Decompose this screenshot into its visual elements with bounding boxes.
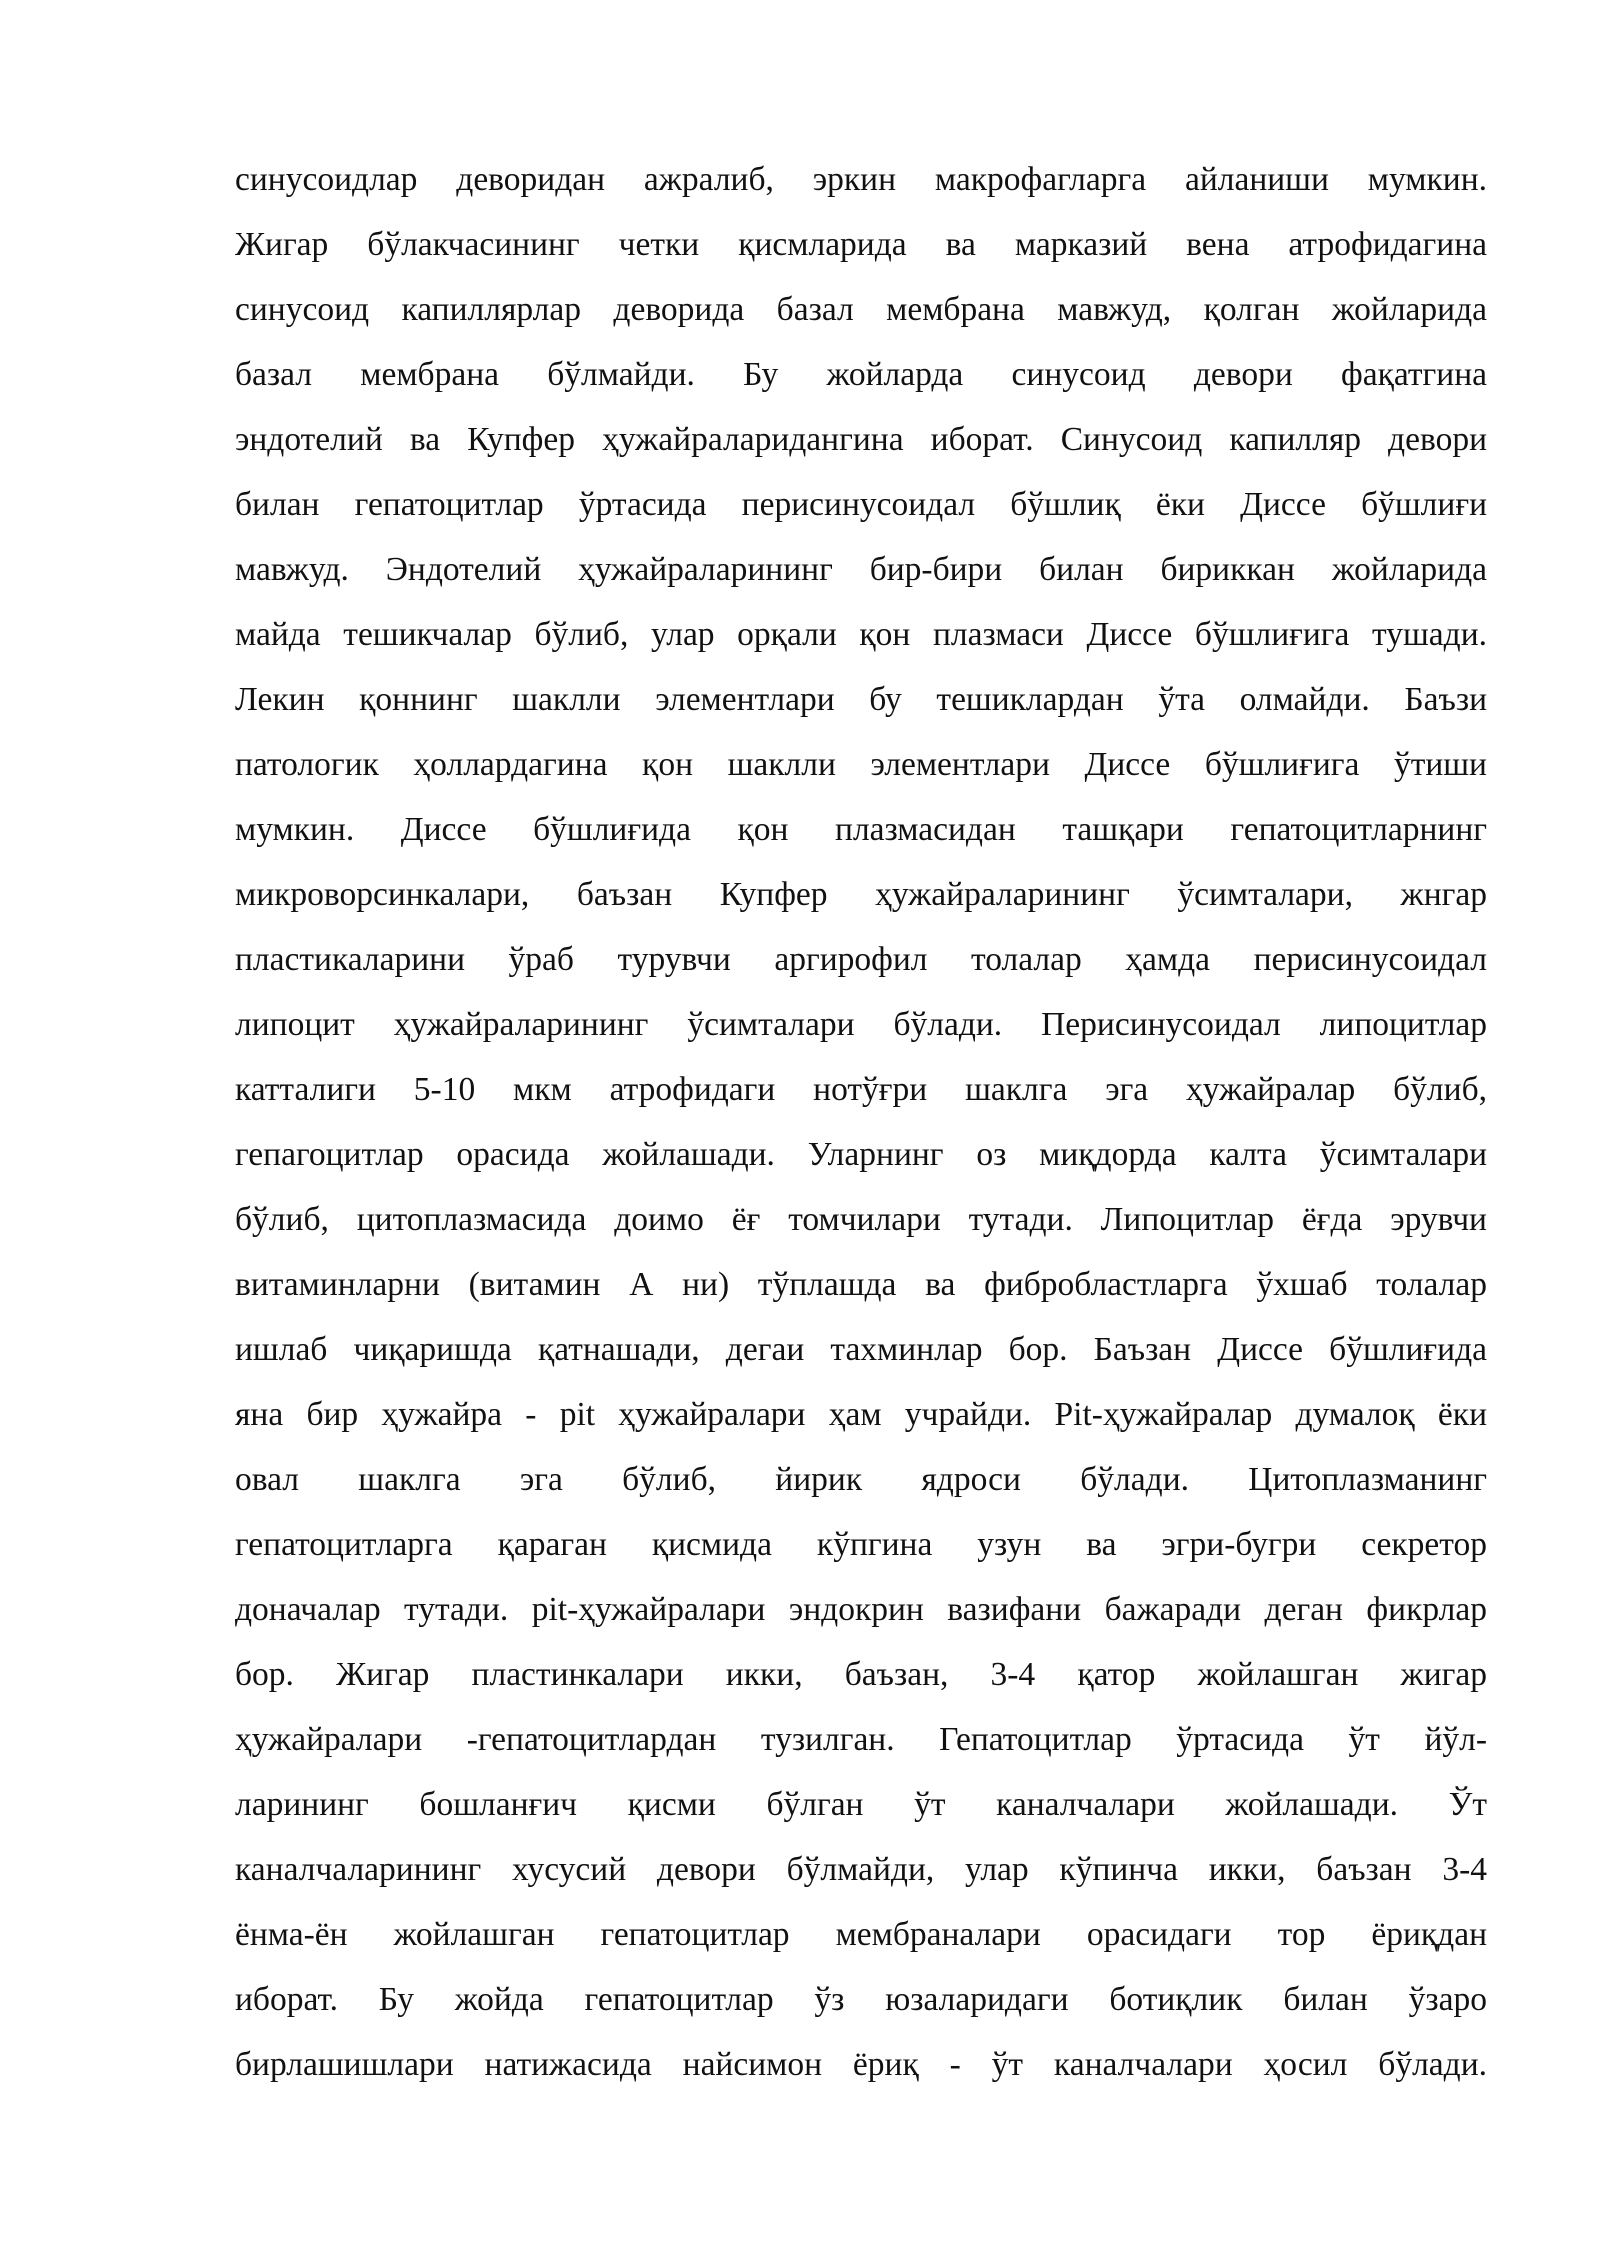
- text-line: ларининг бошланғич қисми бўлган ўт каналчалари жойлашади. Ўт: [235, 1786, 1487, 1823]
- body-paragraph: [235, 147, 1487, 2097]
- text-line: катталиги 5-10 мкм атрофидаги нотўғри шаклга эга ҳужайралар бўлиб,: [235, 1071, 1487, 1108]
- text-line: микроворсинкалари, баъзан Купфер ҳужайраларининг ўсимталари, жнгар: [235, 876, 1487, 913]
- text-line: яна бир ҳужайра - pit ҳужайралари ҳам учрайди. Pit-ҳужайралар думалоқ ёки: [235, 1396, 1487, 1433]
- text-line: доначалар тутади. pit-ҳужайралари эндокрин вазифани бажаради деган фикрлар: [235, 1591, 1487, 1628]
- text-line: каналчаларининг хусусий девори бўлмайди, улар кўпинча икки, баъзан 3-4: [235, 1851, 1487, 1888]
- text-line: гепатоцитларга қараган қисмида кўпгина узун ва эгри-бугри секретор: [235, 1526, 1487, 1563]
- text-line: мавжуд. Эндотелий ҳужайраларининг бир-бири билан бириккан жойларида: [235, 551, 1487, 588]
- text-line: базал мембрана бўлмайди. Бу жойларда синусоид девори фақатгина: [235, 356, 1487, 393]
- text-line: ҳужайралари -гепатоцитлардан тузилган. Гепатоцитлар ўртасида ўт йўл-: [235, 1721, 1487, 1758]
- text-line: Жигар бўлакчасининг четки қисмларида ва марказий вена атрофидагина: [235, 226, 1487, 263]
- text-line: мумкин. Диссе бўшлиғида қон плазмасидан ташқари гепатоцитларнинг: [235, 811, 1487, 848]
- text-line: ишлаб чиқаришда қатнашади, дегаи тахминлар бор. Баъзан Диссе бўшлиғида: [235, 1331, 1487, 1368]
- text-line: иборат. Бу жойда гепатоцитлар ўз юзаларидаги ботиқлик билан ўзаро: [235, 1981, 1487, 2018]
- text-line: гепагоцитлар орасида жойлашади. Уларнинг оз миқдорда калта ўсимталари: [235, 1136, 1487, 1173]
- text-line: билан гепатоцитлар ўртасида перисинусоидал бўшлиқ ёки Диссе бўшлиғи: [235, 486, 1487, 523]
- text-line: синусоидлар деворидан ажралиб, эркин макрофагларга айланиши мумкин.: [235, 161, 1487, 198]
- text-line: синусоид капиллярлар деворида базал мембрана мавжуд, қолган жойларида: [235, 291, 1487, 328]
- text-line: бўлиб, цитоплазмасида доимо ёғ томчилари тутади. Липоцитлар ёғда эрувчи: [235, 1201, 1487, 1238]
- text-line: бирлашишлари натижасида найсимон ёриқ - ўт каналчалари ҳосил бўлади.: [235, 2046, 1487, 2083]
- text-line: пластикаларини ўраб турувчи аргирофил толалар ҳамда перисинусоидал: [235, 941, 1487, 978]
- text-line: Лекин қоннинг шаклли элементлари бу тешиклардан ўта олмайди. Баъзи: [235, 681, 1487, 718]
- text-line: липоцит ҳужайраларининг ўсимталари бўлади. Перисинусоидал липоцитлар: [235, 1006, 1487, 1043]
- text-line: витаминларни (витамин А ни) тўплашда ва фибробластларга ўхшаб толалар: [235, 1266, 1487, 1303]
- text-line: овал шаклга эга бўлиб, йирик ядроси бўлади. Цитоплазманинг: [235, 1461, 1487, 1498]
- text-line: патологик ҳоллардагина қон шаклли элементлари Диссе бўшлиғига ўтиши: [235, 746, 1487, 783]
- text-line: майда тешикчалар бўлиб, улар орқали қон плазмаси Диссе бўшлиғига тушади.: [235, 616, 1487, 653]
- text-line: ёнма-ён жойлашган гепатоцитлар мембраналари орасидаги тор ёриқдан: [235, 1916, 1487, 1953]
- text-line: бор. Жигар пластинкалари икки, баъзан, 3-4 қатор жойлашган жигар: [235, 1656, 1487, 1693]
- text-line: эндотелий ва Купфер ҳужайраларидангина иборат. Синусоид капилляр девори: [235, 421, 1487, 458]
